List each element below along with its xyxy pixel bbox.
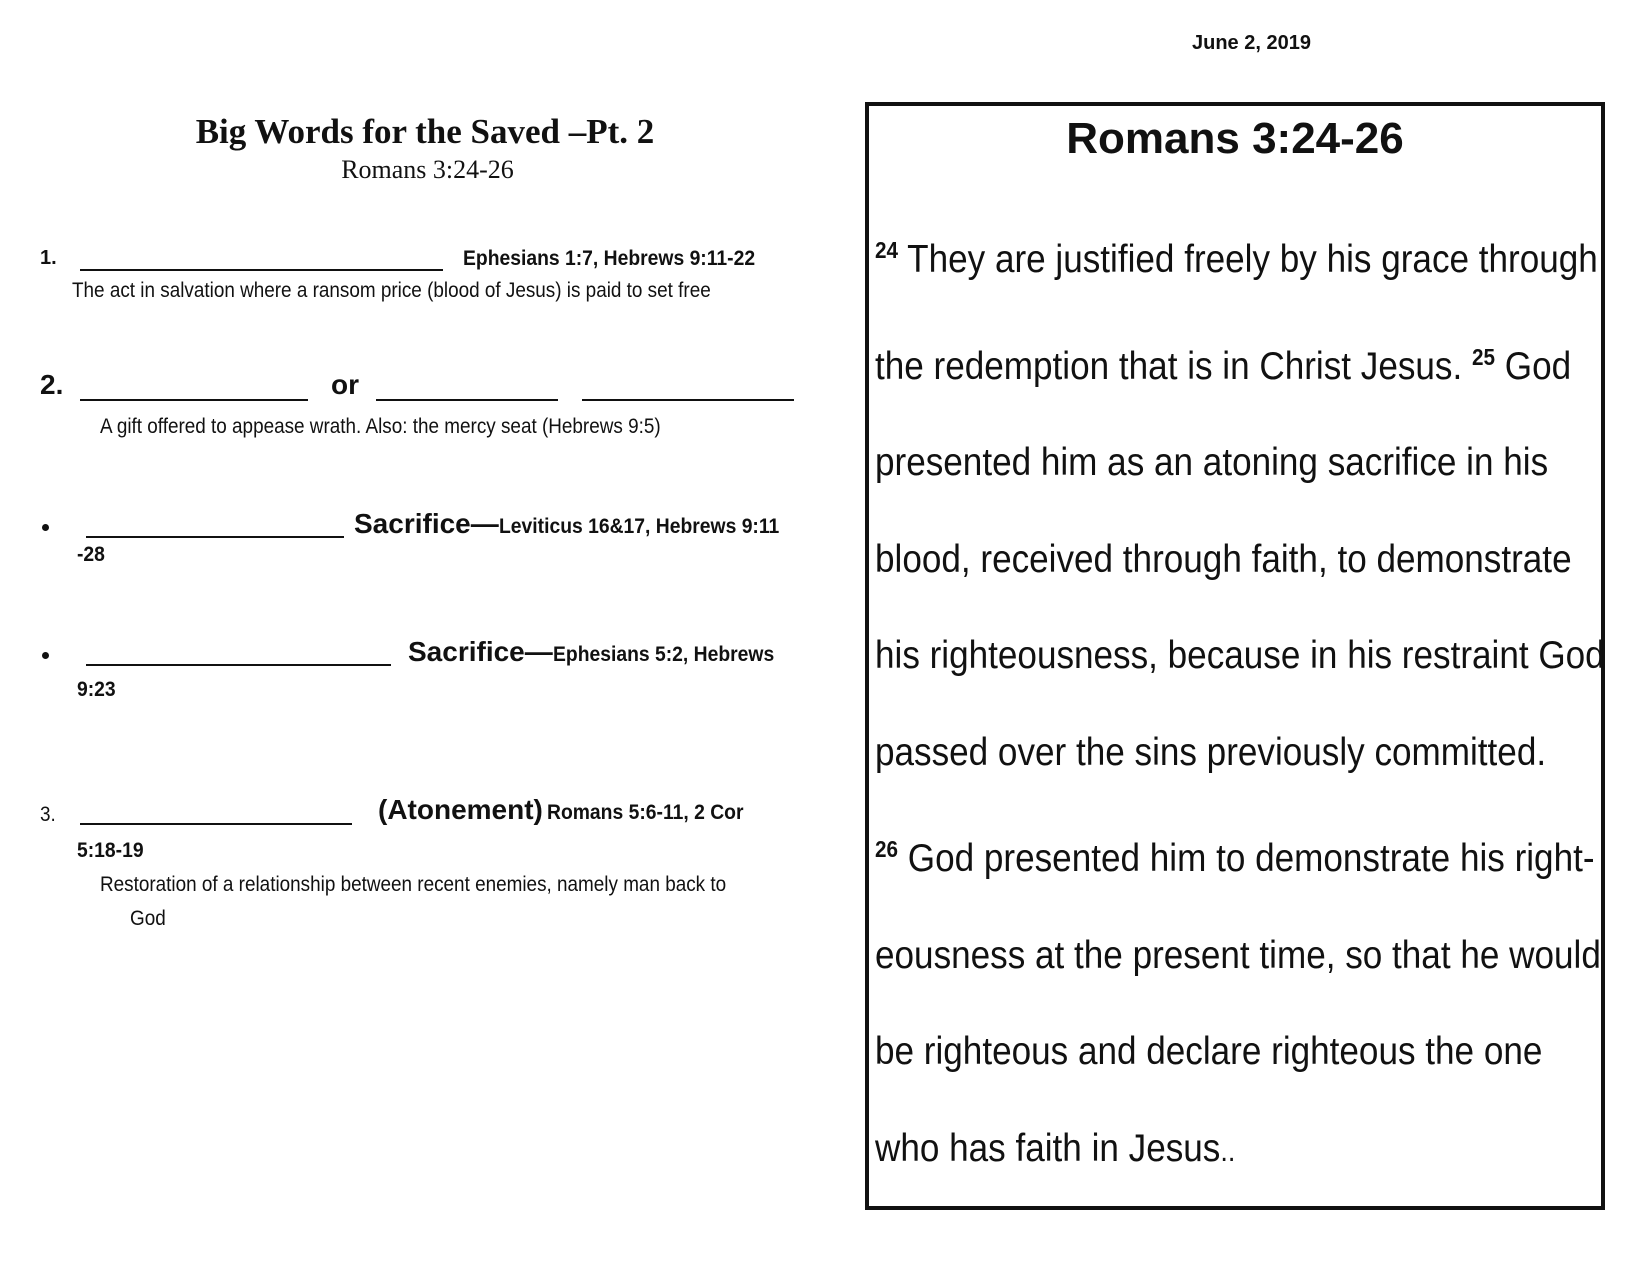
item1-desc-row <box>72 279 782 303</box>
item3-number-row <box>40 803 58 827</box>
scripture-line <box>875 202 1598 309</box>
bullet2-blank[interactable] <box>86 663 391 666</box>
item3-word: (Atonement) <box>378 794 543 825</box>
item1-refs: Ephesians 1:7, Hebrews 9:11-22 <box>463 247 756 270</box>
item1-number: 1. <box>40 247 57 269</box>
item3-refs: Romans 5:6-11, 2 Cor <box>547 801 744 824</box>
item2-blank-a[interactable] <box>80 398 308 401</box>
scripture-box <box>865 102 1605 1210</box>
item3-number: 3. <box>40 803 56 826</box>
item2-number-row <box>40 369 63 401</box>
verse-number: 24 <box>875 237 899 263</box>
scripture-line-text: God <box>1504 344 1572 388</box>
bullet2-marker <box>42 652 49 659</box>
scripture-line-text: who has faith in Jesus <box>875 1126 1221 1170</box>
item3-desc-row <box>100 873 796 897</box>
item3-description: Restoration of a relationship between recent enemies, namely man back to <box>100 873 727 896</box>
scripture-line <box>875 415 1549 512</box>
scripture-line-text: eousness at the present time, so that he would <box>875 933 1601 977</box>
bullet1-refs: Leviticus 16&17, Hebrews 9:11 <box>498 515 780 538</box>
scripture-line-text: the redemption that is in Christ Jesus. <box>875 344 1463 388</box>
item3-refs-cont: 5:18-19 <box>77 839 144 862</box>
item3-row <box>378 794 761 826</box>
bullet2-row <box>408 636 793 668</box>
bullet2-cont-row <box>77 678 119 702</box>
scripture-line-text: They are justified freely by his grace through <box>907 238 1598 281</box>
bullet1-cont-row <box>77 543 107 567</box>
scripture-line <box>875 608 1605 705</box>
scripture-line <box>875 309 1572 416</box>
outline-subtitle: Romans 3:24-26 <box>341 155 514 184</box>
item2-description: A gift offered to appease wrath. Also: the mercy seat (Hebrews 9:5) <box>100 415 661 438</box>
scripture-line <box>875 705 1547 802</box>
outline-column <box>0 0 810 1275</box>
scripture-line-text: blood, received through faith, to demonstrate <box>875 537 1572 581</box>
scripture-line-text: his righteousness, because in his restraint God <box>875 634 1605 677</box>
scripture-text <box>875 202 1615 1200</box>
scripture-line-text: God presented him to demonstrate his right- <box>907 837 1595 880</box>
item2-blank-c[interactable] <box>582 398 794 401</box>
bullet1-word: Sacrifice— <box>354 508 499 539</box>
bullet2-refs: Ephesians 5:2, Hebrews <box>552 643 774 666</box>
item2-desc-row <box>100 415 723 439</box>
scripture-title: Romans 3:24-26 <box>1066 114 1404 163</box>
item2-blank-b[interactable] <box>376 398 558 401</box>
scripture-line <box>875 908 1601 1005</box>
item2-number: 2. <box>40 369 64 400</box>
item3-blank[interactable] <box>80 822 352 825</box>
item2-connector: or <box>331 369 359 400</box>
verse-number: 26 <box>875 836 899 862</box>
item1-row <box>40 247 57 270</box>
item1-blank[interactable] <box>80 268 443 271</box>
bullet2-refs-cont: 9:23 <box>77 678 116 701</box>
scripture-line-text: be righteous and declare righteous the one <box>875 1030 1543 1073</box>
item1-description: The act in salvation where a ransom price (blood of Jesus) is paid to set free <box>72 279 711 302</box>
scripture-line-end: .. <box>1220 1134 1236 1168</box>
bullet1-refs-cont: -28 <box>77 543 105 566</box>
scripture-line <box>875 801 1595 908</box>
item3-description-cont: God <box>130 907 166 930</box>
item3-desc-cont-row <box>130 907 170 931</box>
bullet2-word: Sacrifice— <box>408 636 553 667</box>
bullet1-marker <box>42 524 49 531</box>
verse-number: 25 <box>1471 343 1496 370</box>
outline-title: Big Words for the Saved –Pt. 2 <box>195 112 655 151</box>
scripture-line <box>875 1004 1541 1101</box>
bullet1-row <box>354 508 803 540</box>
scripture-line <box>875 1101 1541 1201</box>
item2-connector-row <box>331 369 359 401</box>
document-date: June 2, 2019 <box>1192 32 1311 54</box>
item1-refs-row <box>463 247 781 271</box>
scripture-line-text: passed over the sins previously committed. <box>875 730 1547 774</box>
scripture-line <box>875 512 1572 609</box>
bullet1-blank[interactable] <box>86 535 344 538</box>
scripture-line-text: presented him as an atoning sacrifice in his <box>875 441 1549 484</box>
item3-cont-row <box>77 839 149 863</box>
